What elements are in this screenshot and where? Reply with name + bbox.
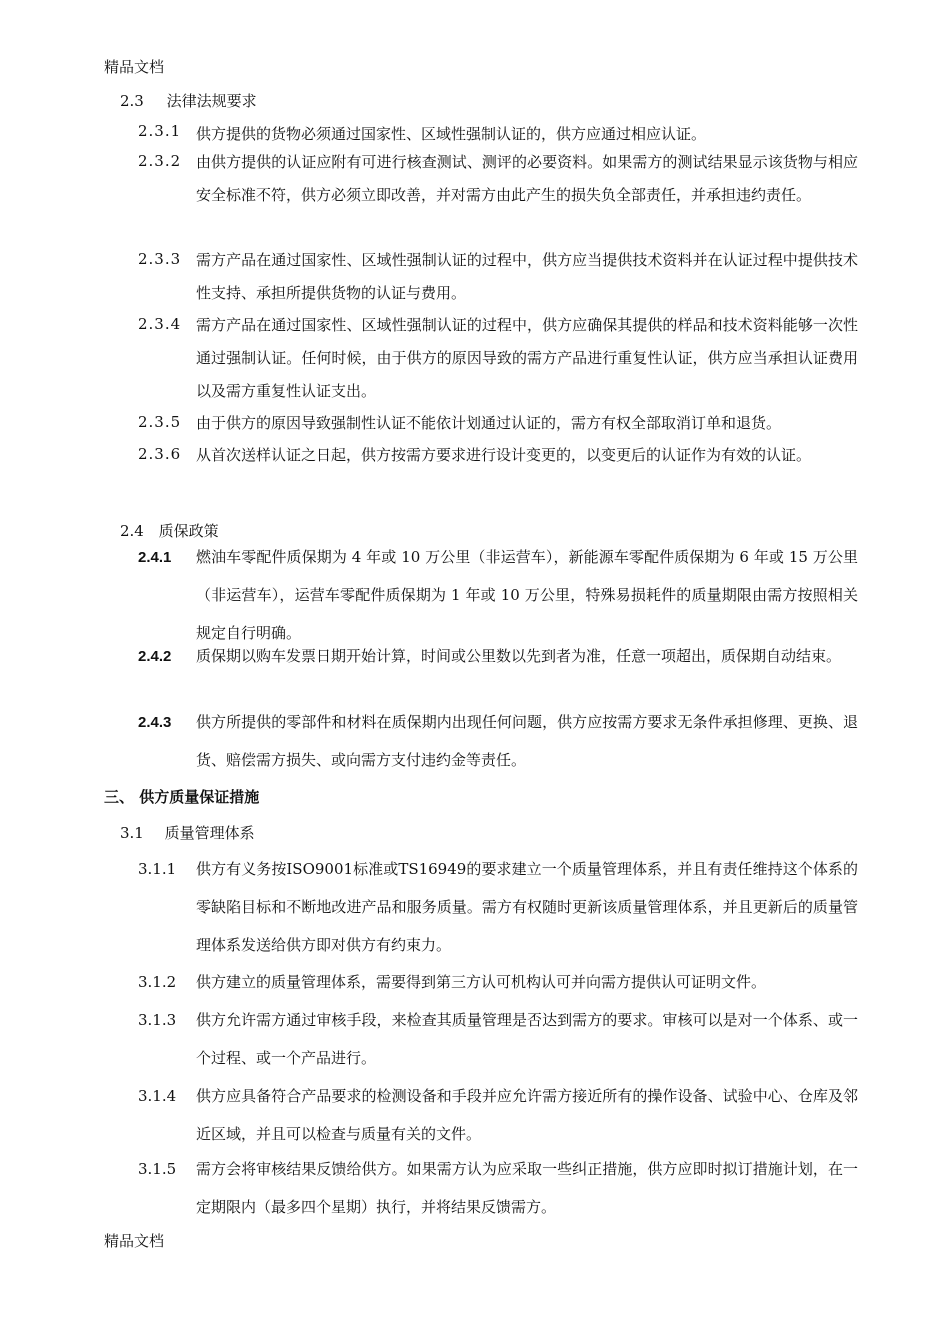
clause-text: 需方会将审核结果反馈给供方。如果需方认为应采取一些纠正措施，供方应即时拟订措施计划，在一定期限内（最多四个星期）执行，并将结果反馈需方。	[196, 1160, 858, 1216]
clause-text: 供方建立的质量管理体系，需要得到第三方认可机构认可并向需方提供认可证明文件。	[196, 973, 767, 991]
clause-text: 由于供方的原因导致强制性认证不能依计划通过认证的，需方有权全部取消订单和退货。	[196, 414, 782, 432]
section-number: 2.4	[120, 522, 144, 540]
section-title: 质量管理体系	[164, 824, 255, 842]
clause-text: 供方有义务按ISO9001标准或TS16949的要求建立一个质量管理体系，并且有责任维持这个体系的零缺陷目标和不断地改进产品和服务质量。需方有权随时更新该质量管理体系，并且更新后的质量管理体系发送给供方即对供方有约束力。	[196, 860, 858, 954]
clause-number: 2.4.2	[138, 648, 172, 665]
page-footer: 精品文档	[104, 1232, 165, 1250]
section-3-1-heading	[120, 822, 255, 843]
clause-number: 2.3.6	[138, 445, 182, 463]
clause-number: 3.1.3	[138, 1011, 177, 1029]
clause-number: 3.1.4	[138, 1087, 177, 1105]
clause-number: 3.1.2	[138, 973, 177, 991]
clause-text: 供方应具备符合产品要求的检测设备和手段并应允许需方接近所有的操作设备、试验中心、仓库及邻近区域，并且可以检查与质量有关的文件。	[196, 1087, 858, 1143]
clause-text: 供方允许需方通过审核手段，来检查其质量管理是否达到需方的要求。审核可以是对一个体系、或一个过程、或一个产品进行。	[196, 1011, 858, 1067]
part-3-heading: 三、 供方质量保证措施	[104, 788, 260, 806]
section-2-3-heading	[120, 90, 257, 111]
clause-number: 2.3.1	[138, 122, 182, 140]
clause-text: 需方产品在通过国家性、区域性强制认证的过程中，供方应确保其提供的样品和技术资料能够一次性通过强制认证。任何时候，由于供方的原因导致的需方产品进行重复性认证，供方应当承担认证费用以及需方重复性认证支出。	[196, 316, 858, 400]
clause-number: 2.4.1	[138, 549, 172, 566]
clause-number: 2.4.3	[138, 714, 172, 731]
clause-text: 由供方提供的认证应附有可进行核查测试、测评的必要资料。如果需方的测试结果显示该货物与相应安全标准不符，供方必须立即改善，并对需方由此产生的损失负全部责任，并承担违约责任。	[196, 153, 858, 204]
page-header: 精品文档	[104, 58, 165, 76]
clause-number: 2.3.3	[138, 250, 182, 268]
clause-text: 供方所提供的零部件和材料在质保期内出现任何问题，供方应按需方要求无条件承担修理、更换、退货、赔偿需方损失、或向需方支付违约金等责任。	[196, 713, 858, 769]
clause-text: 从首次送样认证之日起，供方按需方要求进行设计变更的，以变更后的认证作为有效的认证。	[196, 446, 812, 464]
section-number: 3.1	[120, 824, 144, 842]
clause-text: 需方产品在通过国家性、区域性强制认证的过程中，供方应当提供技术资料并在认证过程中提供技术性支持、承担所提供货物的认证与费用。	[196, 251, 858, 302]
clause-number: 3.1.5	[138, 1160, 177, 1178]
section-title: 法律法规要求	[166, 92, 257, 110]
clause-text: 燃油车零配件质保期为 4 年或 10 万公里（非运营车），新能源车零配件质保期为 6 年或 15 万公里（非运营车），运营车零配件质保期为 1 年或 10 万公里，特殊易损耗件的质量期限由需方按照相关规定自行明确。	[196, 548, 858, 642]
clause-text: 质保期以购车发票日期开始计算，时间或公里数以先到者为准，任意一项超出，质保期自动结束。	[196, 647, 842, 665]
clause-number: 3.1.1	[138, 860, 177, 878]
section-title: 质保政策	[158, 522, 219, 540]
clause-number: 2.3.2	[138, 152, 182, 170]
section-number: 2.3	[120, 92, 144, 110]
clause-number: 2.3.5	[138, 413, 182, 431]
clause-text: 供方提供的货物必须通过国家性、区域性强制认证的，供方应通过相应认证。	[196, 125, 707, 143]
clause-number: 2.3.4	[138, 315, 182, 333]
